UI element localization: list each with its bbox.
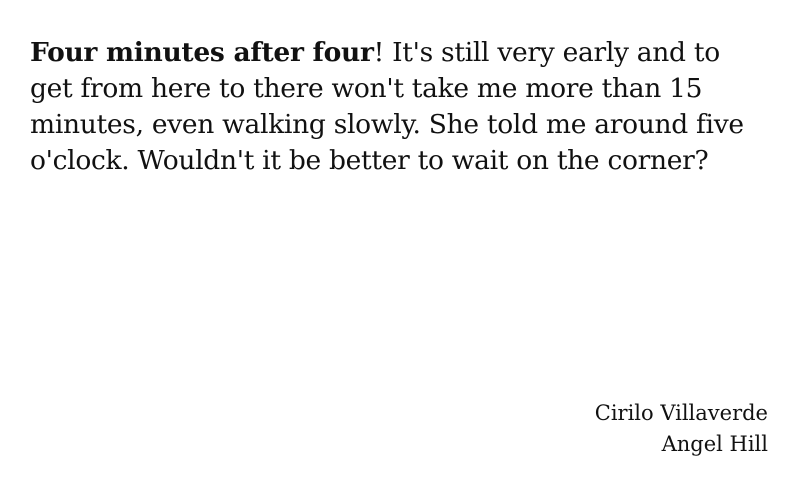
book-title: Angel Hill [661, 432, 768, 456]
quote-text: ! It's still very early and to get from here to there won't take me more than 15 minutes, even walking slowly. She told me around five o'clock. Wouldn't it be better to wait on the corner? [30, 37, 744, 176]
author-name: Cirilo Villaverde [594, 401, 768, 425]
quote-highlight: Four minutes after four [30, 37, 374, 68]
quote-passage [30, 35, 770, 179]
attribution [595, 398, 768, 460]
